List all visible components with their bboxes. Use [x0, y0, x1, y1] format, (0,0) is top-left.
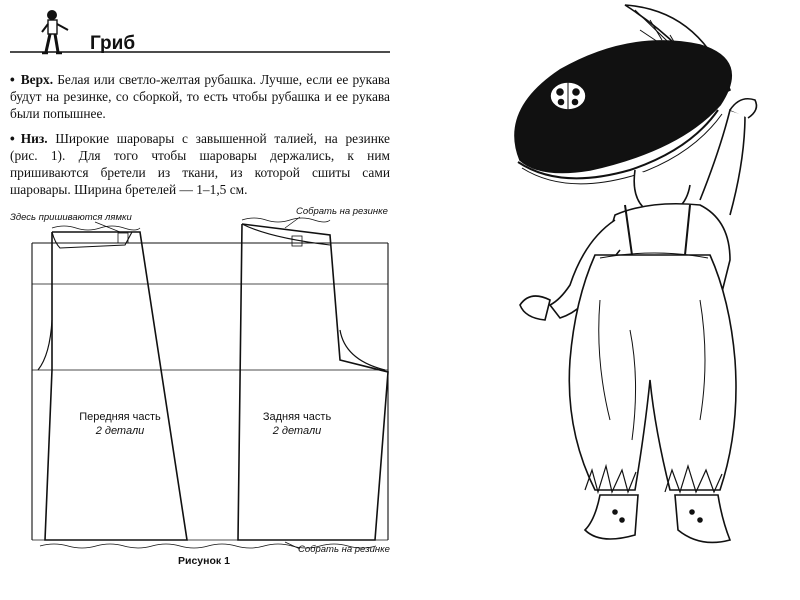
- page-title: Гриб: [90, 33, 136, 54]
- label-straps: Здесь пришиваются лямки: [10, 212, 132, 223]
- back-part-name: Задняя часть: [262, 411, 332, 423]
- mushroom-costume-illustration: [400, 0, 800, 600]
- paragraph-top-lead: Верх.: [20, 72, 54, 87]
- front-part-count: 2 детали: [95, 425, 145, 437]
- back-part-label: [232, 410, 362, 438]
- front-part-label: [55, 410, 185, 438]
- back-part-count: 2 детали: [272, 425, 322, 437]
- paragraph-bottom-lead: Низ.: [20, 131, 48, 146]
- bullet-icon: •: [10, 72, 15, 87]
- label-gather-top: Собрать на резинке: [296, 206, 388, 217]
- bullet-icon: •: [10, 131, 15, 146]
- front-part-name: Передняя часть: [79, 411, 161, 423]
- paragraph-bottom-text: Широкие шаровары с завышенной талией, на резинке (рис. 1). Для того чтобы шаровары держались, к ним пришиваются бретели из ткани, из которой сшиты сами шаровары. Ширина бретелей — 1–1,5 см.: [10, 131, 390, 197]
- figure-caption: Рисунок 1: [178, 555, 230, 567]
- label-gather-bottom: Собрать на резинке: [298, 544, 390, 555]
- paragraph-top-text: Белая или светло-желтая рубашка. Лучше, если ее рукава будут на резинке, со сборкой, то есть чтобы рубашка и ее рукава были попышнее.: [10, 72, 390, 121]
